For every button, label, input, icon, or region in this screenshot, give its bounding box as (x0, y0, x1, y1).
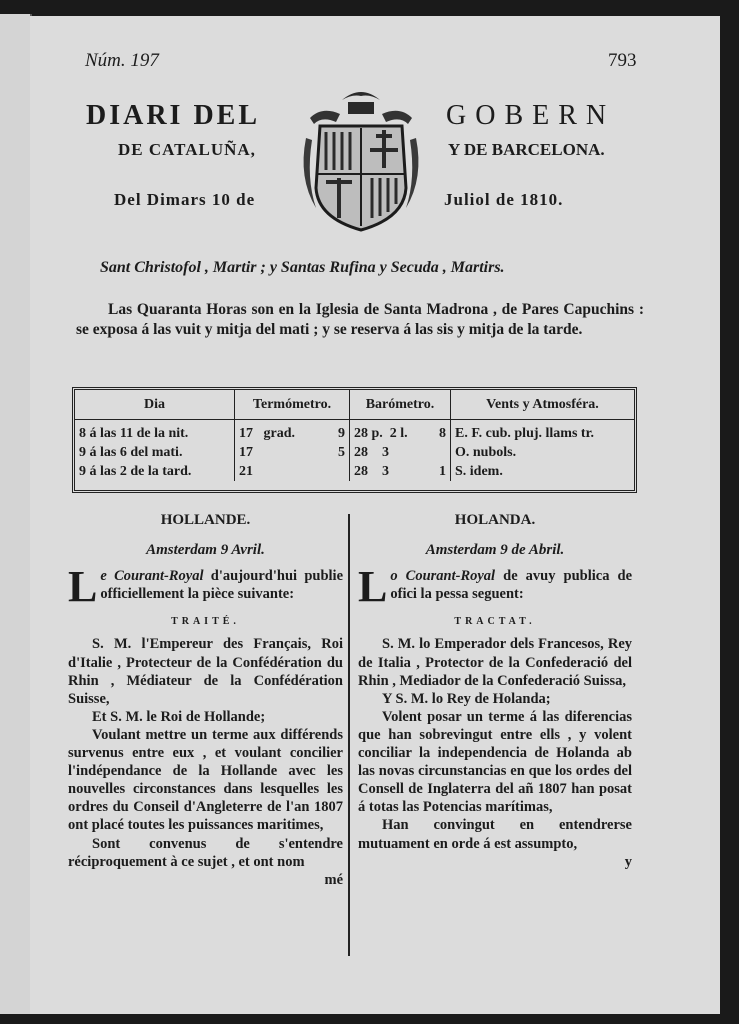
cell-barometro: 28 3 1 (350, 462, 451, 481)
lead-paragraph: Le Courant-Royal d'aujourd'hui publie officiellement la pièce suivante: (68, 562, 343, 612)
quaranta-horas-notice: Las Quaranta Horas son en la Iglesia de Santa Madrona , de Pares Capuchins : se exposa á las vuit y mitja del mati ; y se reserva á las sis y mitja de la tarde. (76, 301, 644, 338)
cell-termometro: 17 grad. 9 (235, 420, 350, 444)
column-heading: HOLANDA. (454, 512, 536, 528)
treaty-label: TRACTAT. (454, 616, 536, 628)
drop-cap: L (358, 562, 388, 612)
cell-dia: 9 á las 6 del mati. (75, 443, 235, 462)
lead-paragraph: Lo Courant-Royal de avuy publica de ofici la pessa seguent: (358, 562, 633, 612)
weather-table (72, 387, 637, 493)
masthead-title-right: GOBERN (446, 100, 616, 131)
paragraph: Et S. M. le Roi de Hollande; (92, 708, 266, 725)
masthead-date-left: Del Dimars 10 de (114, 190, 256, 209)
table-row (75, 443, 634, 462)
col-vents: Vents y Atmosféra. (451, 390, 635, 420)
continuation: mé (324, 871, 343, 888)
coat-of-arms-icon (292, 78, 430, 238)
masthead-date-right: Juliol de 1810. (444, 190, 564, 209)
col-barometro: Barómetro. (350, 390, 451, 420)
masthead-subtitle-right: Y DE BARCELONA. (448, 140, 605, 159)
cell-vents: O. nubols. (455, 444, 517, 460)
paragraph: Volent posar un terme á las diferencias que han sobrevingut entre ells , y volent conciliar la independencia de Holanda ab las novas circunstancias en que los ordes del Consell de Inglaterra del añ 1807 han posat á totas las Potencias marítimas, (358, 708, 632, 816)
paragraph: S. M. lo Emperador dels Francesos, Rey de Italia , Protector de la Confederació del Rhin , Mediador de la Confederació Suissa, (358, 636, 632, 689)
saints-of-the-day: Sant Christofol , Martir ; y Santas Rufina y Secuda , Martirs. (100, 259, 505, 276)
col-termometro: Termómetro. (235, 390, 350, 420)
weather-table-header (75, 390, 634, 420)
catalan-column (358, 511, 632, 871)
paragraph: Sont convenus de s'entendre réciproquement à ce sujet , et ont nom (68, 835, 343, 870)
paragraph: Han convingut en entendrerse mutuament en orde á est assumpto, (358, 817, 632, 852)
continuation: y (624, 853, 632, 870)
cell-vents: E. F. cub. pluj. llams tr. (455, 425, 594, 441)
french-column (68, 511, 343, 889)
cell-dia: 8 á las 11 de la nit. (75, 420, 235, 444)
dateline: Amsterdam 9 Avril. (146, 542, 265, 559)
cell-termometro: 17 5 (235, 443, 350, 462)
treaty-label: TRAITÉ. (171, 616, 240, 628)
paragraph: Y S. M. lo Rey de Holanda; (382, 690, 551, 707)
cell-termometro: 21 (235, 462, 350, 481)
col-dia: Dia (75, 390, 235, 420)
book-binding (0, 14, 32, 1014)
paragraph: Voulant mettre un terme aux différends survenus entre eux , et voulant concilier l'indépendance de la Hollande avec les nouvelles circonstances dans lesquelles les ordres du Conseil d'Angleterre de l'an 1807 ont placé toutes les puissances maritimes, (68, 726, 343, 834)
issue-number: Núm. 197 (85, 50, 159, 71)
page-number: 793 (608, 50, 637, 71)
column-heading: HOLLANDE. (160, 512, 251, 528)
cell-barometro: 28 3 (350, 443, 451, 462)
cell-dia: 9 á las 2 de la tard. (75, 462, 235, 481)
drop-cap: L (68, 562, 98, 612)
masthead-title-left: DIARI DEL (86, 100, 261, 131)
masthead-subtitle-left: DE CATALUÑA, (118, 140, 256, 159)
dateline: Amsterdam 9 de Abril. (425, 542, 565, 559)
table-row (75, 462, 634, 481)
cell-vents: S. idem. (455, 463, 503, 479)
cell-barometro: 28 p. 2 l. 8 (350, 420, 451, 444)
table-row (75, 420, 634, 444)
newspaper-page (30, 16, 720, 1014)
paragraph: S. M. l'Empereur des Français, Roi d'Italie , Protecteur de la Confédération du Rhin , Médiateur de la Confédération Suisse, (68, 636, 343, 707)
column-divider (348, 514, 350, 956)
